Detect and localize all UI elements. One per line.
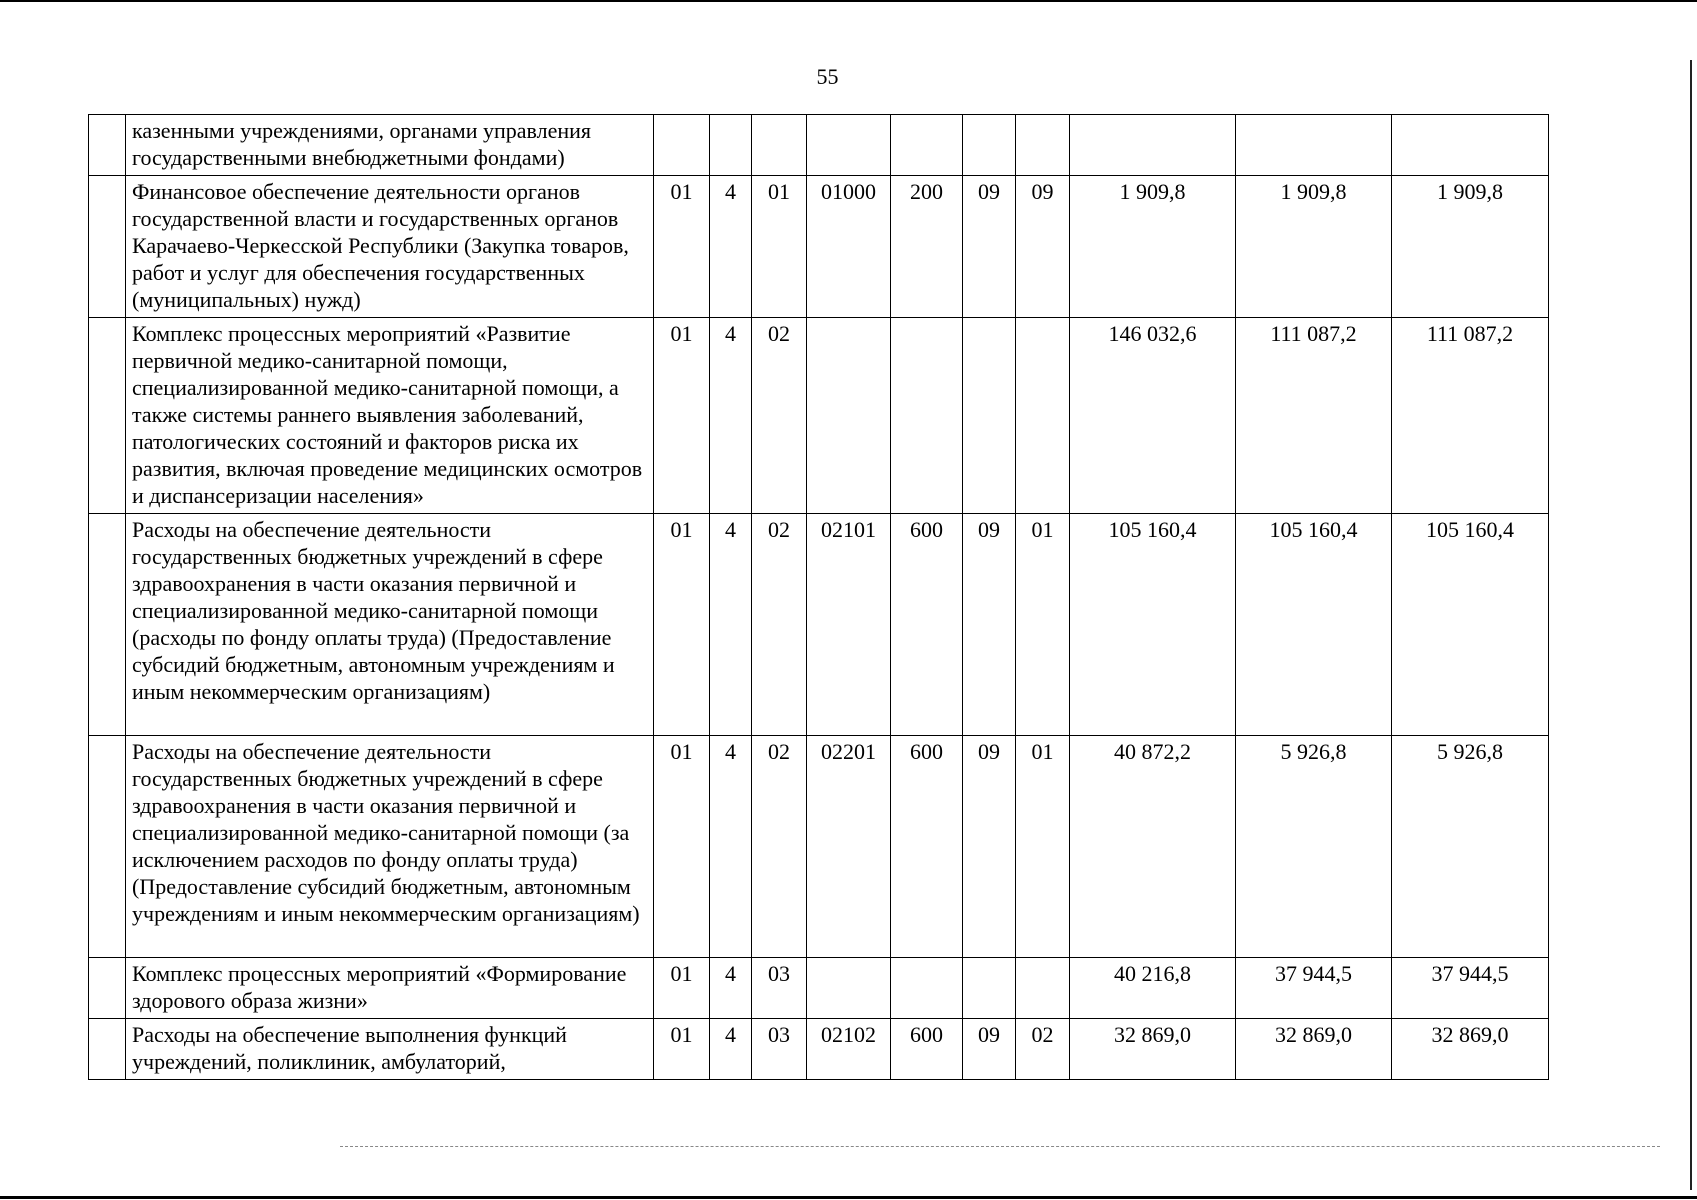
code-cell: 01 — [752, 176, 807, 318]
scan-edge-bottom — [0, 1196, 1697, 1199]
amount-cell: 111 087,2 — [1392, 318, 1549, 514]
code-cell — [710, 115, 752, 176]
table-row — [89, 1019, 1549, 1080]
amount-cell: 111 087,2 — [1236, 318, 1392, 514]
code-cell — [1016, 318, 1070, 514]
amount-cell: 40 216,8 — [1070, 958, 1236, 1019]
row-number-cell — [89, 514, 126, 736]
amount-cell: 1 909,8 — [1236, 176, 1392, 318]
amount-cell: 37 944,5 — [1392, 958, 1549, 1019]
amount-cell: 105 160,4 — [1070, 514, 1236, 736]
table-row — [89, 115, 1549, 176]
table-row — [89, 514, 1549, 736]
expense-name-cell: Расходы на обеспечение деятельности государственных бюджетных учреждений в сфере здравоохранения в части оказания первичной и специализированной медико-санитарной помощи (за исключением расходов по фонду оплаты труда) (Предоставление субсидий бюджетным, автономным учреждениям и иным некоммерческим организациям) — [126, 736, 654, 958]
code-cell — [752, 115, 807, 176]
scan-edge-top — [0, 0, 1697, 2]
code-cell — [963, 115, 1016, 176]
code-cell: 4 — [710, 958, 752, 1019]
code-cell — [963, 318, 1016, 514]
row-number-cell — [89, 318, 126, 514]
table-row — [89, 176, 1549, 318]
amount-cell: 105 160,4 — [1392, 514, 1549, 736]
code-cell: 01 — [654, 176, 710, 318]
code-cell: 02 — [752, 318, 807, 514]
amount-cell: 40 872,2 — [1070, 736, 1236, 958]
row-number-cell — [89, 736, 126, 958]
code-cell: 03 — [752, 1019, 807, 1080]
code-cell — [1016, 115, 1070, 176]
amount-cell — [1392, 115, 1549, 176]
code-cell: 09 — [1016, 176, 1070, 318]
amount-cell: 5 926,8 — [1392, 736, 1549, 958]
code-cell: 4 — [710, 514, 752, 736]
code-cell — [807, 958, 891, 1019]
code-cell: 4 — [710, 176, 752, 318]
code-cell: 01 — [1016, 514, 1070, 736]
code-cell — [1016, 958, 1070, 1019]
amount-cell: 32 869,0 — [1070, 1019, 1236, 1080]
expense-name-cell: казенными учреждениями, органами управления государственными внебюджетными фондами) — [126, 115, 654, 176]
scan-edge-right — [1690, 60, 1692, 1190]
amount-cell: 146 032,6 — [1070, 318, 1236, 514]
table-row — [89, 958, 1549, 1019]
amount-cell — [1236, 115, 1392, 176]
code-cell: 4 — [710, 318, 752, 514]
code-cell: 01 — [654, 958, 710, 1019]
code-cell: 01000 — [807, 176, 891, 318]
amount-cell: 37 944,5 — [1236, 958, 1392, 1019]
code-cell: 01 — [654, 318, 710, 514]
code-cell: 01 — [654, 736, 710, 958]
code-cell: 01 — [654, 1019, 710, 1080]
code-cell: 600 — [891, 736, 963, 958]
code-cell: 09 — [963, 1019, 1016, 1080]
row-number-cell — [89, 115, 126, 176]
code-cell: 02 — [752, 514, 807, 736]
amount-cell: 32 869,0 — [1236, 1019, 1392, 1080]
amount-cell: 32 869,0 — [1392, 1019, 1549, 1080]
code-cell: 09 — [963, 514, 1016, 736]
code-cell: 02101 — [807, 514, 891, 736]
code-cell: 02 — [1016, 1019, 1070, 1080]
code-cell: 02102 — [807, 1019, 891, 1080]
amount-cell: 5 926,8 — [1236, 736, 1392, 958]
code-cell: 09 — [963, 176, 1016, 318]
code-cell: 02201 — [807, 736, 891, 958]
code-cell: 4 — [710, 736, 752, 958]
code-cell: 4 — [710, 1019, 752, 1080]
row-number-cell — [89, 176, 126, 318]
expense-name-cell: Комплекс процессных мероприятий «Развитие первичной медико-санитарной помощи, специализированной медико-санитарной помощи, а также системы раннего выявления заболеваний, патологических состояний и факторов риска их развития, включая проведение медицинских осмотров и диспансеризации населения» — [126, 318, 654, 514]
code-cell: 01 — [1016, 736, 1070, 958]
scan-dashed-line — [340, 1146, 1660, 1147]
table-row — [89, 318, 1549, 514]
code-cell: 09 — [963, 736, 1016, 958]
code-cell — [891, 958, 963, 1019]
expense-name-cell: Расходы на обеспечение выполнения функций учреждений, поликлиник, амбулаторий, — [126, 1019, 654, 1080]
table-row — [89, 736, 1549, 958]
code-cell — [807, 318, 891, 514]
code-cell — [891, 115, 963, 176]
code-cell — [891, 318, 963, 514]
row-number-cell — [89, 958, 126, 1019]
code-cell: 03 — [752, 958, 807, 1019]
expense-name-cell: Финансовое обеспечение деятельности органов государственной власти и государственных органов Карачаево-Черкесской Республики (Закупка товаров, работ и услуг для обеспечения государственных (муниципальных) нужд) — [126, 176, 654, 318]
amount-cell — [1070, 115, 1236, 176]
code-cell: 600 — [891, 1019, 963, 1080]
expense-name-cell: Комплекс процессных мероприятий «Формирование здорового образа жизни» — [126, 958, 654, 1019]
expense-name-cell: Расходы на обеспечение деятельности государственных бюджетных учреждений в сфере здравоохранения в части оказания первичной и специализированной медико-санитарной помощи (расходы по фонду оплаты труда) (Предоставление субсидий бюджетным, автономным учреждениям и иным некоммерческим организациям) — [126, 514, 654, 736]
budget-table — [88, 114, 1549, 1080]
code-cell: 01 — [654, 514, 710, 736]
amount-cell: 1 909,8 — [1392, 176, 1549, 318]
code-cell — [963, 958, 1016, 1019]
code-cell: 02 — [752, 736, 807, 958]
code-cell — [654, 115, 710, 176]
row-number-cell — [89, 1019, 126, 1080]
amount-cell: 105 160,4 — [1236, 514, 1392, 736]
amount-cell: 1 909,8 — [1070, 176, 1236, 318]
code-cell: 600 — [891, 514, 963, 736]
code-cell: 200 — [891, 176, 963, 318]
page-number: 55 — [816, 64, 839, 89]
code-cell — [807, 115, 891, 176]
